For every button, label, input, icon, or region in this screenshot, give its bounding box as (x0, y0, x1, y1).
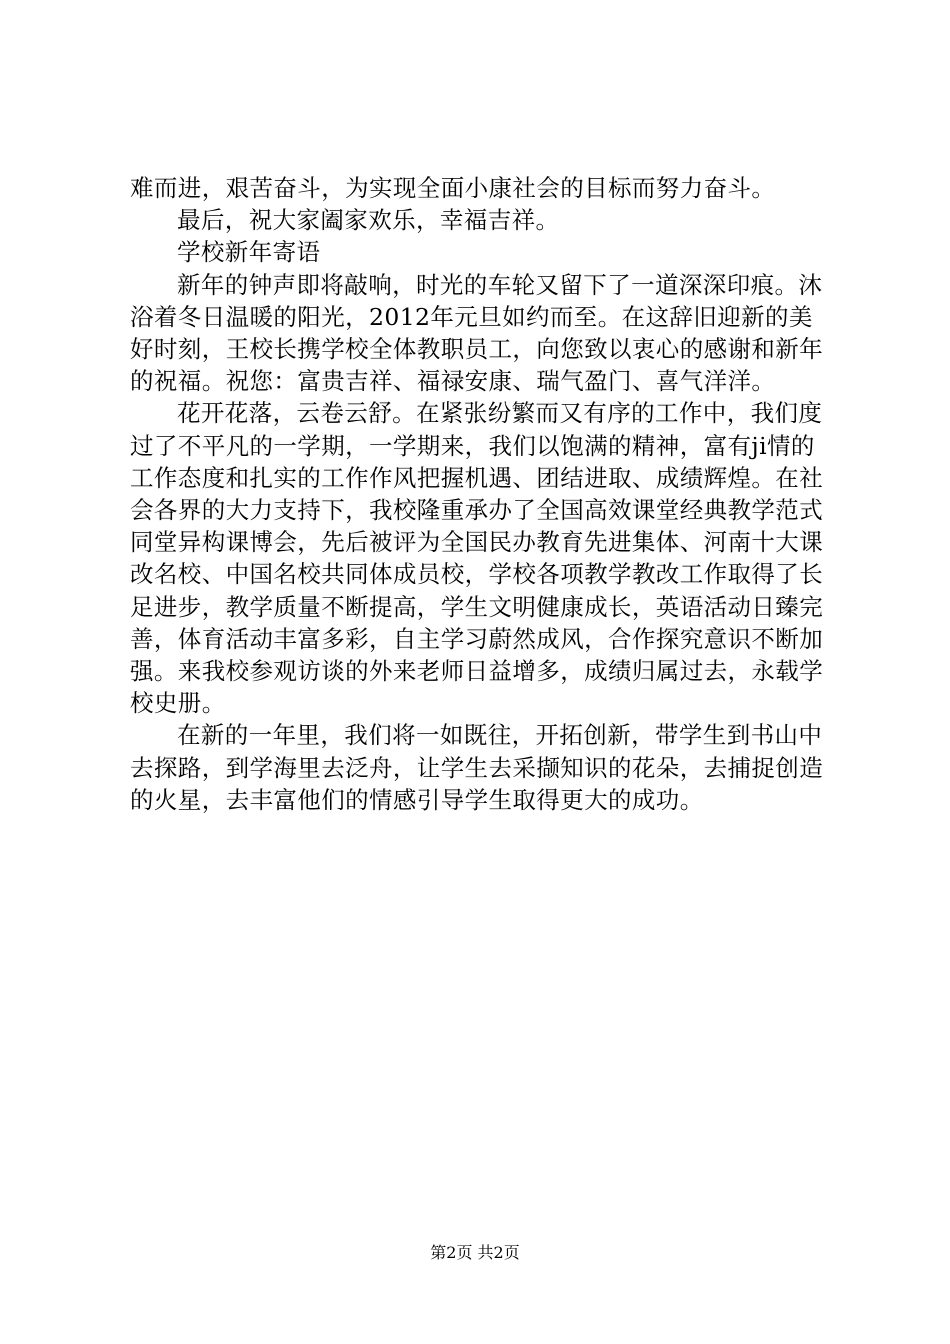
document-body (130, 172, 830, 816)
paragraph-new-year-greeting: 新年的钟声即将敲响，时光的车轮又留下了一道深深印痕。沐浴着冬日温暖的阳光，2012年元旦如约而至。在这辞旧迎新的美好时刻，王校长携学校全体教职员工，向您致以衷心的感谢和新年的祝福。祝您：富贵吉祥、福禄安康、瑞气盈门、喜气洋洋。 (130, 270, 824, 396)
paragraph-semester-review: 花开花落，云卷云舒。在紧张纷繁而又有序的工作中，我们度过了不平凡的一学期，一学期来，我们以饱满的精神，富有ji情的工作态度和扎实的工作作风把握机遇、团结进取、成绩辉煌。在社会各界的大力支持下，我校隆重承办了全国高效课堂经典教学范式同堂异构课博会，先后被评为全国民办教育先进集体、河南十大课改名校、中国名校共同体成员校，学校各项教学教改工作取得了长足进步，教学质量不断提高，学生文明健康成长，英语活动日臻完善，体育活动丰富多彩，自主学习蔚然成风，合作探究意识不断加强。来我校参观访谈的外来老师日益增多，成绩归属过去，永载学校史册。 (130, 399, 824, 718)
paragraph-new-year-outlook: 在新的一年里，我们将一如既往，开拓创新，带学生到书山中去探路，到学海里去泛舟，让学生去采撷知识的花朵，去捕捉创造的火星，去丰富他们的情感引导学生取得更大的成功。 (130, 721, 824, 814)
paragraph-continuation: 难而进，艰苦奋斗，为实现全面小康社会的目标而努力奋斗。 (130, 174, 776, 202)
page-footer: 第2页 共2页 (430, 1243, 520, 1262)
section-heading: 学校新年寄语 (177, 238, 321, 267)
paragraph-closing-wish: 最后，祝大家阖家欢乐，幸福吉祥。 (177, 206, 560, 235)
